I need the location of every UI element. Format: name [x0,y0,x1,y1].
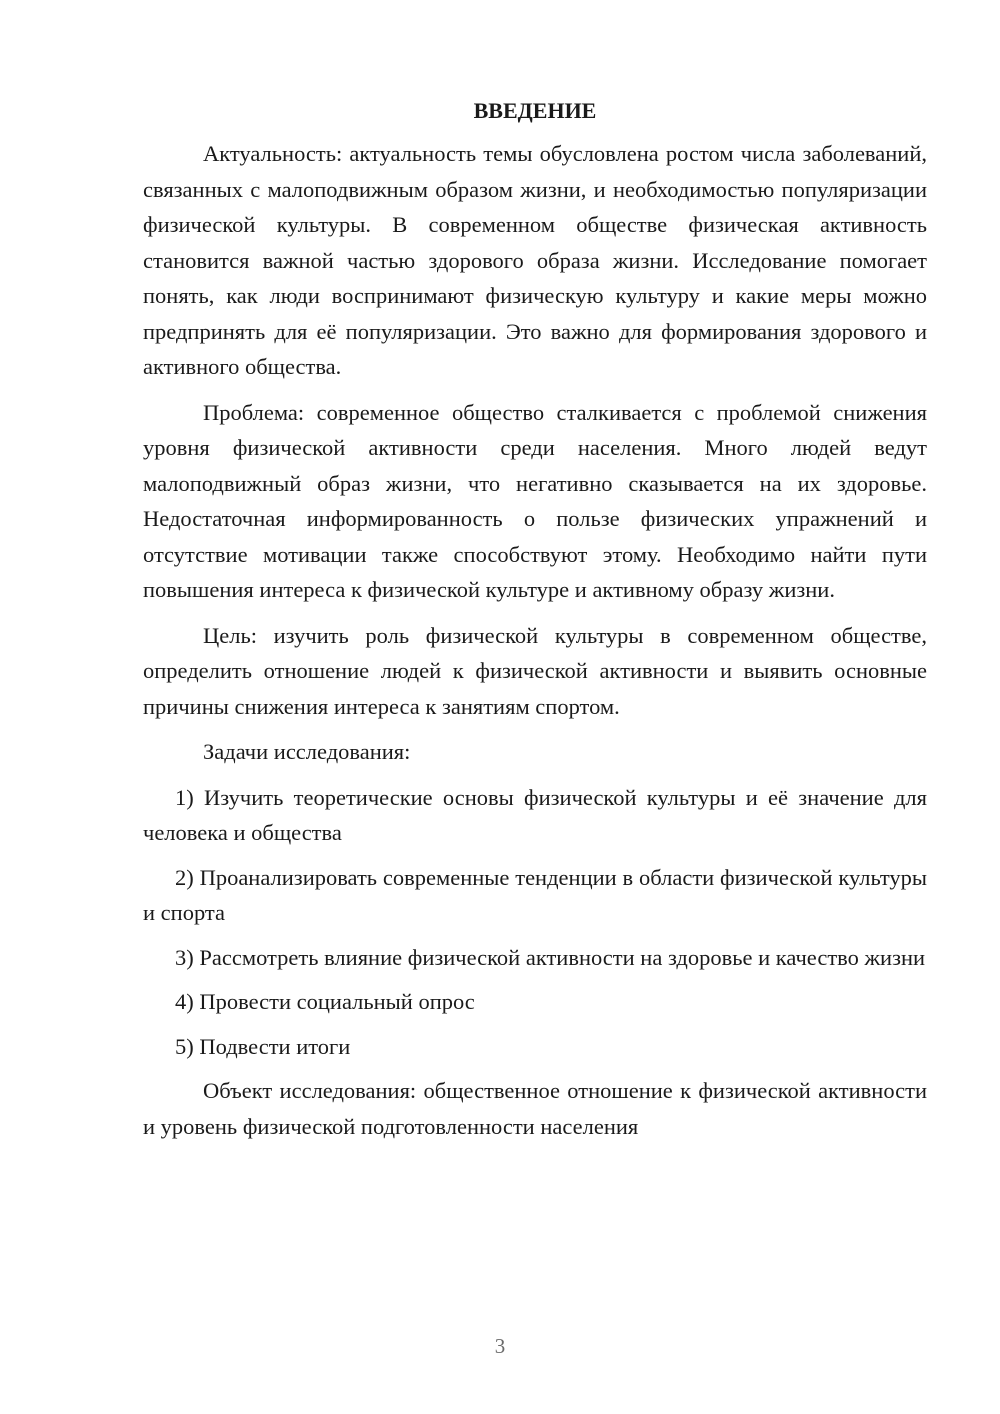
list-item: 1) Изучить теоретические основы физической культуры и её значение для человека и общества [143,784,927,845]
list-item: 4) Провести социальный опрос [175,989,475,1014]
list-item: 2) Проанализировать современные тенденции в области физической культуры и спорта [143,864,927,925]
paragraph-relevance: Актуальность: актуальность темы обусловлена ростом числа заболеваний, связанных с малоподвижным образом жизни, и необходимостью популяризации физической культуры. В современном обществе физическая активность становится важной частью здорового образа жизни. Исследование помогает понять, как люди воспринимают физическую культуру и какие меры можно предпринять для её популяризации. Это важно для формирования здорового и активного общества. [143,141,927,379]
page-content [143,96,927,1154]
page-number: 3 [494,1334,506,1358]
paragraph-object: Объект исследования: общественное отношение к физической активности и уровень физической подготовленности населения [143,1078,927,1139]
section-heading: ВВЕДЕНИЕ [473,98,597,123]
list-item: 3) Рассмотреть влияние физической активности на здоровье и качество жизни [175,944,926,970]
paragraph-goal: Цель: изучить роль физической культуры в современном обществе, определить отношение людей к физической активности и выявить основные причины снижения интереса к занятиям спортом. [143,622,927,719]
list-item: 5) Подвести итоги [175,1033,351,1059]
paragraph-problem: Проблема: современное общество сталкивается с проблемой снижения уровня физической активности среди населения. Много людей ведут малоподвижный образ жизни, что негативно сказывается на их здоровье. Недостаточная информированность о пользе физических упражнений и отсутствие мотивации также способствуют этому. Необходимо найти пути повышения интереса к физической культуре и активному образу жизни. [143,399,927,602]
tasks-list [143,780,927,1065]
tasks-heading: Задачи исследования: [203,739,411,764]
